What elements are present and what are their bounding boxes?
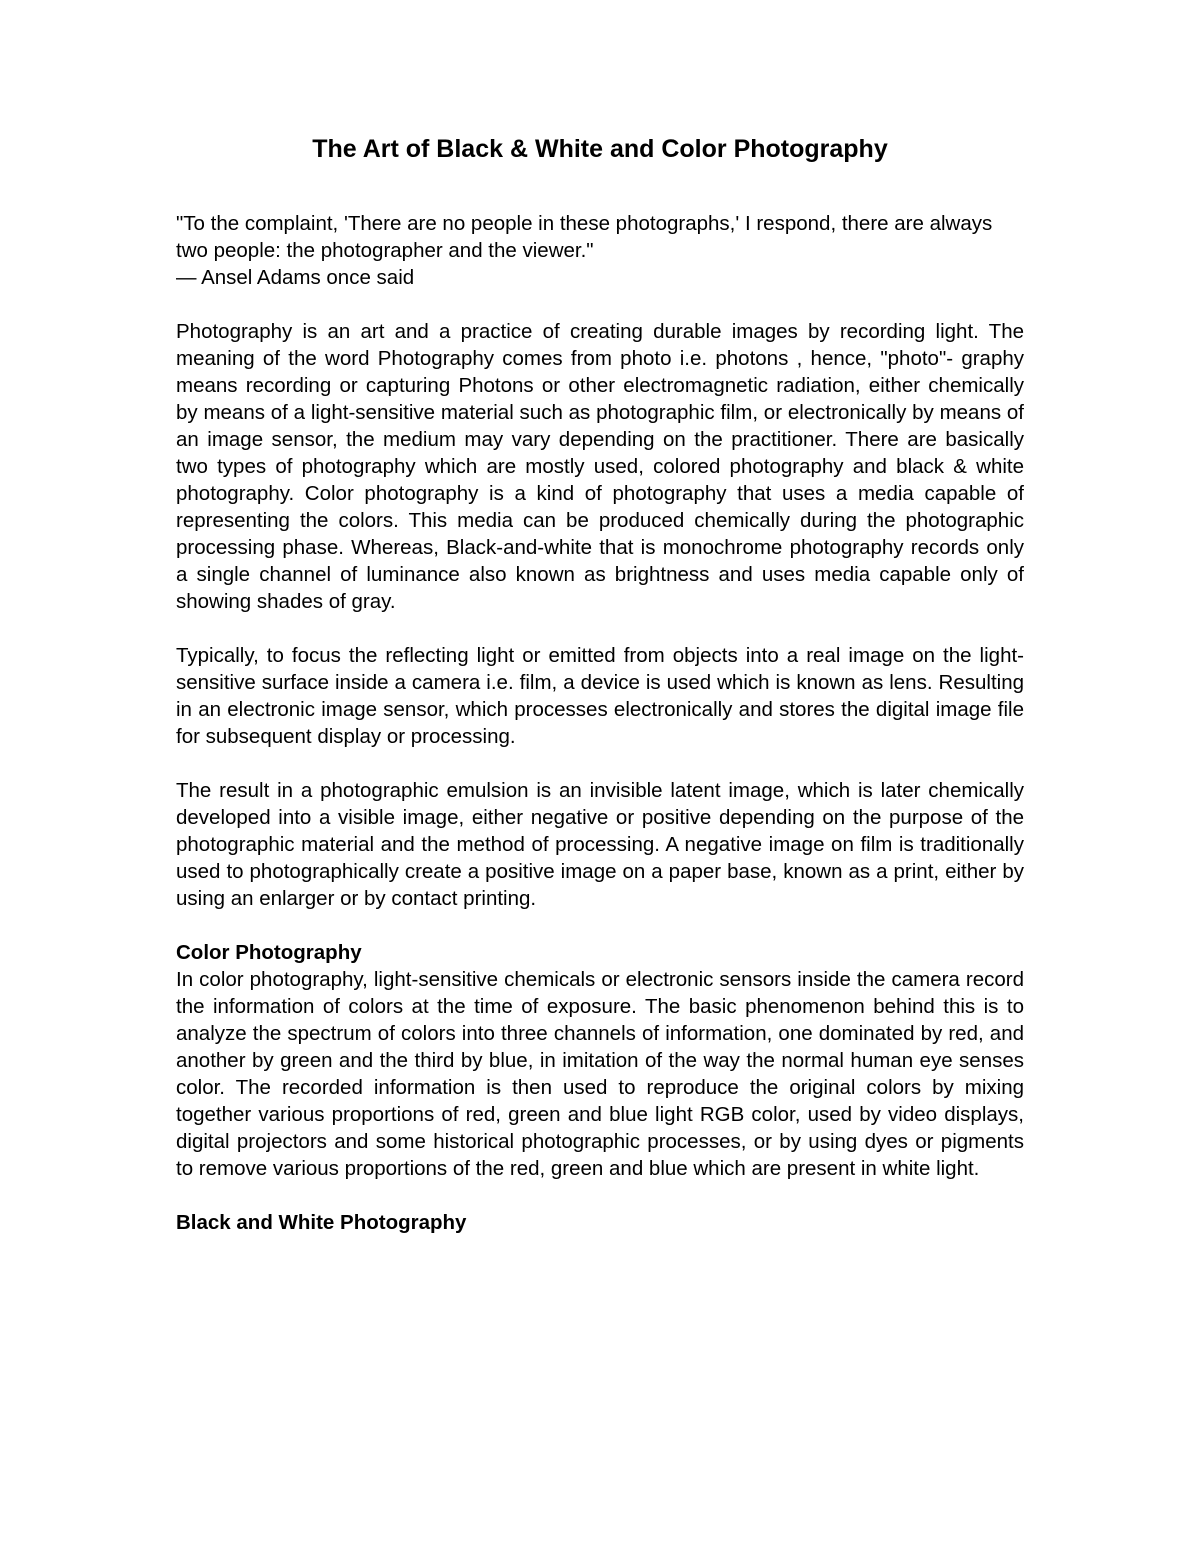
quote-attribution: — Ansel Adams once said [176,266,415,289]
paragraph-lens: Typically, to focus the reflecting light or emitted from objects into a real image on the light-sensitive surface inside a camera i.e. film, a device is used which is known as lens. Resulting in an electronic image sensor, which processes electronically and stores the digital image file for subsequent display or processing. [176,644,1024,748]
section-color-photography [176,939,1024,1182]
section-body-color: In color photography, light-sensitive chemicals or electronic sensors inside the camera record the information of colors at the time of exposure. The basic phenomenon behind this is to analyze the spectrum of colors into three channels of information, one dominated by red, and another by green and the third by blue, in imitation of the way the normal human eye senses color. The recorded information is then used to reproduce the original colors by mixing together various proportions of red, green and blue light RGB color, used by video displays, digital projectors and some historical photographic processes, or by using dyes or pigments to remove various proportions of the red, green and blue which are present in white light. [176,968,1024,1180]
document-page [176,132,1024,1236]
section-heading-bw: Black and White Photography [176,1211,467,1234]
quote-text: "To the complaint, 'There are no people in these photographs,' I respond, there are always two people: the photographer and the viewer." [176,212,993,262]
section-heading-color: Color Photography [176,941,362,964]
section-bw-photography [176,1209,1024,1236]
paragraph-intro: Photography is an art and a practice of creating durable images by recording light. The meaning of the word Photography comes from photo i.e. photons , hence, "photo"- graphy means recording or capturing Photons or other electromagnetic radiation, either chemically by means of a light-sensitive material such as photographic film, or electronically by means of an image sensor, the medium may vary depending on the practitioner. There are basically two types of photography which are mostly used, colored photography and black & white photography. Color photography is a kind of photography that uses a media capable of representing the colors. This media can be produced chemically during the photographic processing phase. Whereas, Black-and-white that is monochrome photography records only a single channel of luminance also known as brightness and uses media capable only of showing shades of gray. [176,320,1024,613]
quote-block [176,210,1024,291]
paragraph-emulsion: The result in a photographic emulsion is an invisible latent image, which is later chemically developed into a visible image, either negative or positive depending on the purpose of the photographic material and the method of processing. A negative image on film is traditionally used to photographically create a positive image on a paper base, known as a print, either by using an enlarger or by contact printing. [176,779,1024,910]
document-title: The Art of Black & White and Color Photography [312,135,888,163]
